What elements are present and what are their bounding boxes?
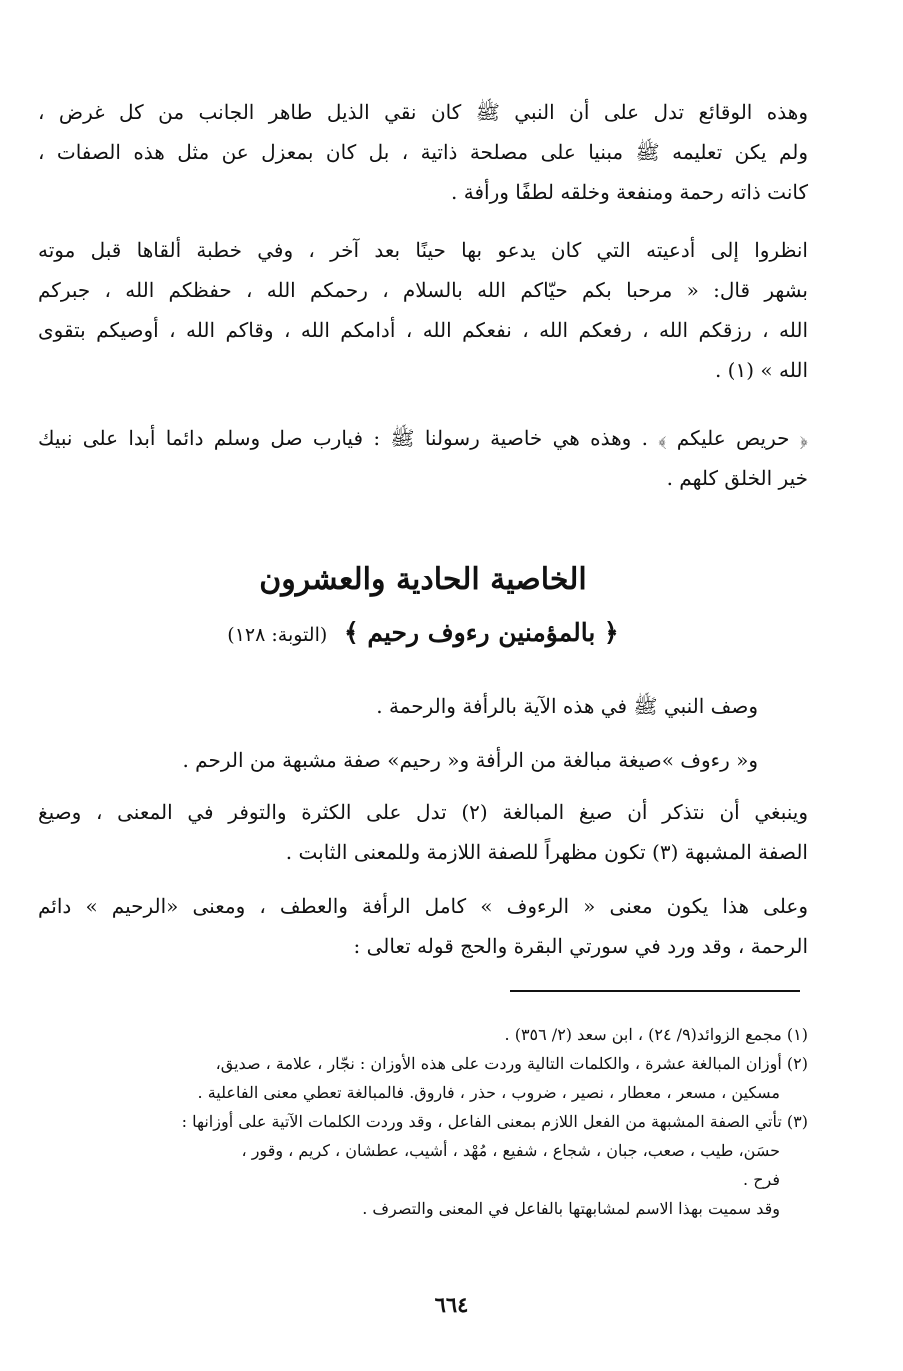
text-line: الرحمة ، وقد ورد في سورتي البقرة والحج قوله تعالى : xyxy=(353,934,808,958)
footnote-divider xyxy=(510,990,800,992)
text-line: بشهر قال: « مرحبا بكم حيّاكم الله بالسلام ، رحمكم الله ، حفظكم الله ، جبركم xyxy=(38,278,808,302)
paragraph-2 xyxy=(38,230,808,390)
text-line: الله ، رزقكم الله ، رفعكم الله ، نفعكم الله ، أدامكم الله ، وقاكم الله ، أوصيكم بتقوى xyxy=(38,318,808,342)
footnote-3-continued: حسَن، طيب ، صعب، جبان ، شجاع ، شفيع ، مُهْد ، أشيب، عطشان ، كريم ، وقور ، xyxy=(241,1141,780,1160)
footnote-2: (٢) أوزان المبالغة عشرة ، والكلمات التالية وردت على هذه الأوزان : نجّار ، علامة ، صديق، xyxy=(215,1054,808,1073)
text-line: وينبغي أن نتذكر أن صيغ المبالغة (٢) تدل على الكثرة والتوفر في المعنى ، وصيغ xyxy=(38,800,808,824)
verse-text: ﴿ بالمؤمنين رءوف رحيم ﴾ xyxy=(344,618,619,647)
text-line: وهذه الوقائع تدل على أن النبي ﷺ كان نقي الذيل طاهر الجانب من كل غرض ، xyxy=(38,100,808,124)
paragraph-6 xyxy=(38,792,808,872)
section-title: الخاصية الحادية والعشرون xyxy=(259,562,587,597)
paragraph-3 xyxy=(38,418,808,498)
footnote-3-continued: فرح . xyxy=(743,1170,780,1189)
paragraph-5 xyxy=(38,740,808,780)
text-line: وصف النبي ﷺ في هذه الآية بالرأفة والرحمة . xyxy=(376,694,758,718)
footnote-1: (١) مجمع الزوائد(٩/ ٢٤) ، ابن سعد (٢/ ٣٥٦) . xyxy=(504,1025,808,1044)
section-verse xyxy=(38,612,808,656)
footnotes xyxy=(38,1020,808,1223)
page-number: ٦٦٤ xyxy=(434,1292,469,1317)
verse-reference: (التوبة: ١٢٨) xyxy=(227,624,328,646)
text-line: الصفة المشبهة (٣) تكون مظهراً للصفة اللازمة وللمعنى الثابت . xyxy=(285,840,808,864)
text-line: ﴿ حريص عليكم ﴾ . وهذه هي خاصية رسولنا ﷺ : فيارب صل وسلم دائما أبدا على نبيك xyxy=(38,426,808,450)
text-line: الله » (١) . xyxy=(714,358,808,382)
text-line: ولم يكن تعليمه ﷺ مبنيا على مصلحة ذاتية ، بل كان بمعزل عن مثل هذه الصفات ، xyxy=(38,140,808,164)
footnote-2-continued: مسكين ، مسعر ، معطار ، نصير ، ضروب ، حذر ، فاروق. فالمبالغة تعطي معنى الفاعلية . xyxy=(197,1083,780,1102)
footnote-3-note: وقد سميت بهذا الاسم لمشابهتها بالفاعل في المعنى والتصرف . xyxy=(362,1199,780,1218)
paragraph-4 xyxy=(38,686,808,726)
paragraph-7 xyxy=(38,886,808,966)
text-line: خير الخلق كلهم . xyxy=(666,466,808,490)
text-line: انظروا إلى أدعيته التي كان يدعو بها حينًا بعد آخر ، وفي خطبة ألقاها قبل موته xyxy=(38,238,808,262)
text-line: و« رءوف »صيغة مبالغة من الرأفة و« رحيم» صفة مشبهة من الرحم . xyxy=(182,748,758,772)
text-line: كانت ذاته رحمة ومنفعة وخلقه لطفًا ورأفة . xyxy=(451,180,808,204)
paragraph-1 xyxy=(38,92,808,212)
footnote-3: (٣) تأتي الصفة المشبهة من الفعل اللازم بمعنى الفاعل ، وقد وردت الكلمات الآتية على أوزانها : xyxy=(181,1112,808,1131)
text-line: وعلى هذا يكون معنى « الرءوف » كامل الرأفة والعطف ، ومعنى «الرحيم » دائم xyxy=(38,894,808,918)
